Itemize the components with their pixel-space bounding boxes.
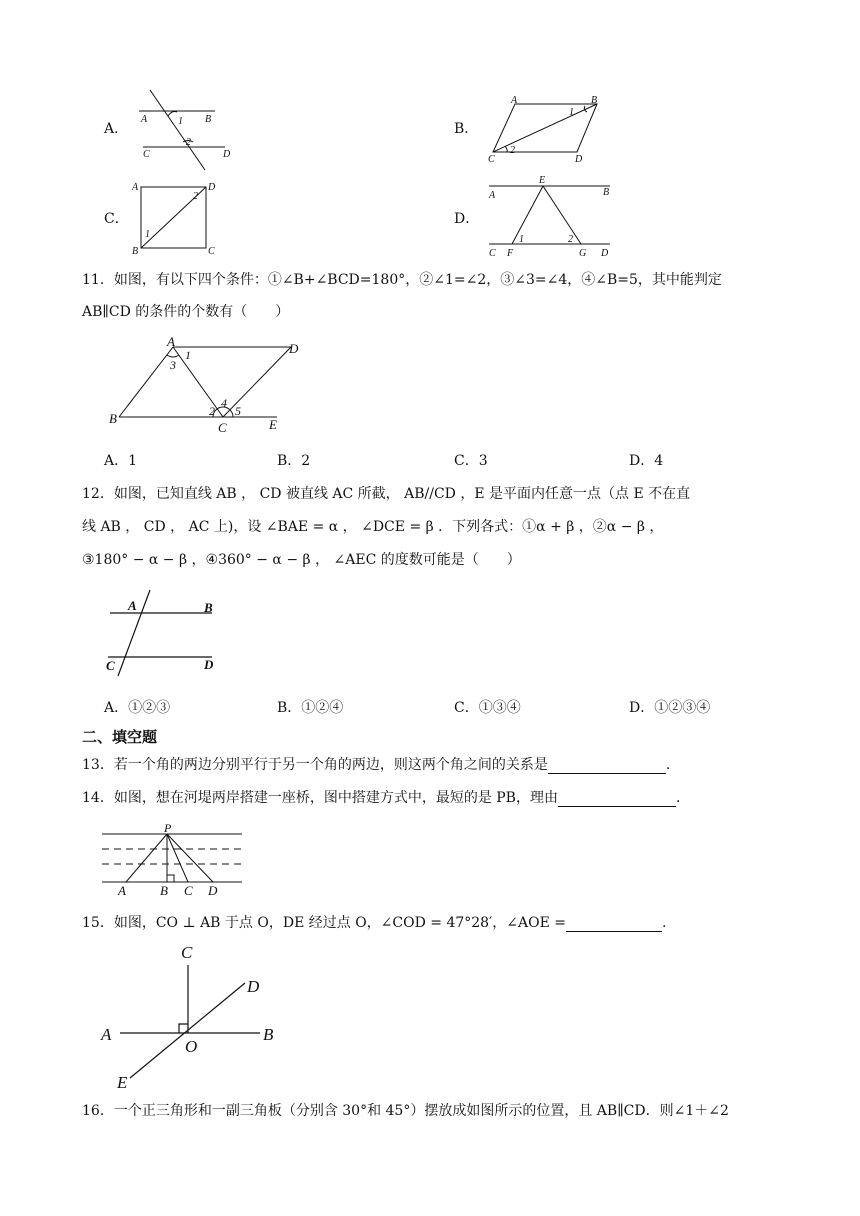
- label-d: D: [247, 977, 260, 996]
- q14: [82, 789, 680, 807]
- label-a: A: [167, 334, 175, 349]
- label-a: A: [141, 114, 148, 125]
- q15-text: 15．如图，CO ⊥ AB 于点 O，DE 经过点 O，∠COD = 47°28′，∠AOE =: [82, 915, 566, 931]
- label-c: C: [218, 420, 227, 435]
- label-p: P: [164, 821, 172, 835]
- label-b: B: [132, 246, 139, 257]
- angle-1: 1: [178, 116, 183, 127]
- label-b: B: [591, 95, 598, 106]
- label-d: D: [208, 182, 216, 193]
- q15-end: .: [661, 915, 667, 931]
- label-f: F: [507, 248, 514, 259]
- label-c: C: [184, 883, 193, 898]
- label-a: A: [101, 1025, 112, 1044]
- label-c: C: [143, 149, 150, 160]
- angle-3: 3: [170, 358, 176, 372]
- label-c: C: [181, 943, 193, 962]
- q14-answer-blank[interactable]: [558, 792, 676, 807]
- figure-q15: [95, 940, 295, 1090]
- label-o: O: [185, 1037, 198, 1056]
- q12-line3: ③180° − α − β ，④360° − α − β ， ∠AEC 的度数可能是（ ）: [82, 552, 521, 568]
- label-a: A: [511, 95, 518, 106]
- label-b: B: [603, 187, 610, 198]
- q14-end: .: [675, 790, 681, 806]
- angle-1: 1: [145, 229, 150, 240]
- option-b-label: B．: [454, 121, 479, 137]
- option-a-label: A．: [104, 121, 129, 137]
- label-c: C: [208, 246, 215, 257]
- angle-5: 5: [235, 404, 241, 418]
- label-d: D: [208, 883, 218, 898]
- q13-text: 13．若一个角的两边分别平行于另一个角的两边，则这两个角之间的关系是: [82, 757, 548, 773]
- angle-2: 2: [568, 234, 573, 245]
- figure-q14: [100, 820, 250, 900]
- label-a: A: [128, 598, 137, 613]
- label-b: B: [204, 600, 213, 615]
- q11-line2: AB∥CD 的条件的个数有（ ）: [82, 304, 290, 320]
- figure-q10-d: [485, 172, 615, 260]
- label-b: B: [109, 411, 117, 426]
- label-b: B: [205, 114, 212, 125]
- label-e: E: [117, 1073, 128, 1092]
- section-heading: 二、填空题: [82, 728, 158, 746]
- angle-2: 2: [209, 404, 215, 418]
- label-a: A: [118, 883, 126, 898]
- label-c: C: [488, 154, 495, 165]
- q12-option-d: D．①②③④: [629, 700, 711, 716]
- q13: [82, 756, 670, 774]
- q13-end: .: [665, 757, 671, 773]
- angle-1: 1: [569, 107, 574, 118]
- q12-option-b: B．①②④: [277, 700, 344, 716]
- label-d: D: [204, 657, 214, 672]
- label-c: C: [106, 658, 115, 673]
- angle-2: 2: [193, 191, 198, 202]
- q13-answer-blank[interactable]: [548, 759, 666, 774]
- label-d: D: [575, 154, 583, 165]
- q11-line1: 11．如图，有以下四个条件：①∠B+∠BCD=180°，②∠1=∠2，③∠3=∠4，④∠B=5，其中能判定: [82, 272, 722, 288]
- q12-line2: 线 AB ， CD ， AC 上)，设 ∠BAE = α ， ∠DCE = β ．下列各式：①α + β ，②α − β ，: [82, 519, 664, 535]
- label-b: B: [263, 1025, 274, 1044]
- label-b: B: [160, 883, 168, 898]
- angle-2: 2: [186, 137, 191, 148]
- figure-q10-a: [135, 88, 245, 174]
- figure-q10-b: [485, 94, 615, 164]
- label-d: D: [601, 248, 609, 259]
- q15-answer-blank[interactable]: [566, 917, 662, 932]
- q12-line1: 12．如图，已知直线 AB ， CD 被直线 AC 所截， AB//CD ，E 是平面内任意一点（点 E 不在直: [82, 486, 691, 502]
- label-g: G: [579, 248, 587, 259]
- q12-option-a: A．①②③: [104, 700, 171, 716]
- label-a: A: [489, 190, 496, 201]
- q12-option-c: C．①③④: [454, 700, 521, 716]
- q11-option-b: B．2: [277, 453, 311, 469]
- q11-option-c: C．3: [454, 453, 488, 469]
- figure-q11: [105, 335, 305, 435]
- q15: [82, 914, 666, 932]
- label-d: D: [289, 341, 299, 356]
- q16-text: 16．一个正三角形和一副三角板（分别含 30°和 45°）摆放成如图所示的位置，且 AB∥CD．则∠1＋∠2: [82, 1103, 729, 1119]
- angle-4: 4: [221, 396, 227, 410]
- option-d-label: D．: [454, 211, 480, 227]
- figure-q10-c: [130, 180, 220, 258]
- q11-option-a: A．1: [104, 453, 138, 469]
- q11-option-d: D．4: [629, 453, 664, 469]
- q14-text: 14．如图，想在河堤两岸搭建一座桥，图中搭建方式中，最短的是 PB，理由: [82, 790, 558, 806]
- label-e: E: [269, 417, 277, 432]
- label-e: E: [539, 175, 546, 186]
- angle-2: 2: [510, 145, 515, 156]
- label-c: C: [489, 248, 496, 259]
- label-d: D: [223, 149, 231, 160]
- option-c-label: C．: [104, 211, 129, 227]
- figure-q12: [100, 588, 230, 678]
- angle-1: 1: [185, 348, 191, 362]
- angle-1: 1: [519, 234, 524, 245]
- label-a: A: [132, 182, 139, 193]
